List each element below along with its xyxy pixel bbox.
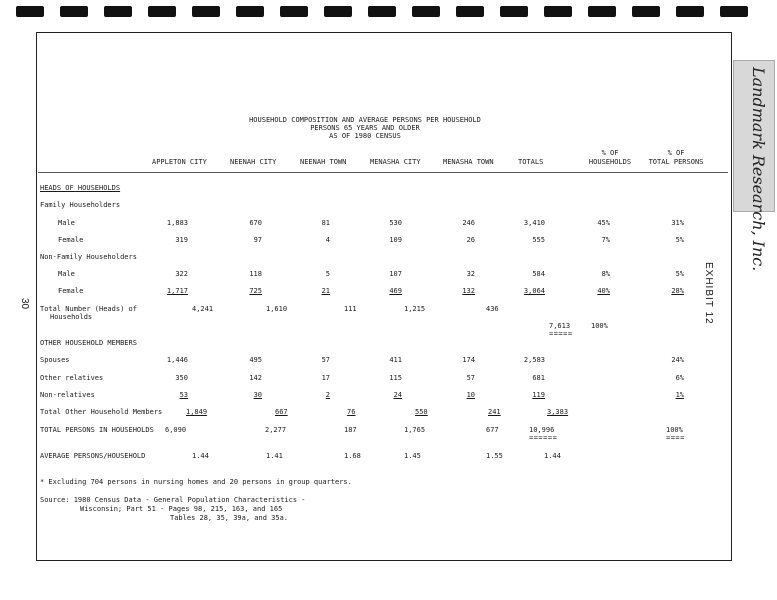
total-other-totals: 3,383 xyxy=(547,408,569,416)
total-persons-totals: 10,996 xyxy=(529,426,555,434)
total-heads-label-line2: Households xyxy=(50,313,93,321)
total-persons-label: TOTAL PERSONS IN HOUSEHOLDS xyxy=(40,426,154,434)
hh-row-cell: 40% xyxy=(597,287,610,295)
total-heads-total: 7,613 xyxy=(549,322,571,330)
other-row-label: Other relatives xyxy=(40,374,104,382)
hh-row-cell: 45% xyxy=(597,219,610,227)
hh-row-label: Male xyxy=(58,219,75,227)
hh-row-label: Female xyxy=(58,287,84,295)
punch-hole xyxy=(104,6,132,17)
other-row-cell: 2,583 xyxy=(523,356,545,364)
col-menasha-city: MENASHA CITY xyxy=(370,158,421,166)
average-menasha-city: 1.45 xyxy=(404,452,421,460)
total-heads-neenah-city: 1,610 xyxy=(266,305,288,313)
col-totals: TOTALS xyxy=(518,158,544,166)
average-appleton: 1.44 xyxy=(192,452,209,460)
hh-row-label: Male xyxy=(58,270,75,278)
page-number: 30 xyxy=(19,298,30,310)
section-family-householders: Family Householders xyxy=(40,201,121,209)
punch-hole xyxy=(60,6,88,17)
other-row-cell: 6% xyxy=(675,374,684,382)
total-other-neenah-town: 76 xyxy=(347,408,356,416)
table-subtitle-date: AS OF 1980 CENSUS xyxy=(329,132,401,140)
hh-row-cell: 31% xyxy=(671,219,684,227)
logo-text: Landmark Research, Inc. xyxy=(749,67,768,272)
average-neenah-city: 1.41 xyxy=(266,452,283,460)
punch-hole xyxy=(676,6,704,17)
table-subtitle: PERSONS 65 YEARS AND OLDER xyxy=(310,124,420,132)
total-persons-menasha-city: 1,765 xyxy=(404,426,426,434)
hh-row-cell: 555 xyxy=(532,236,545,244)
punch-hole xyxy=(500,6,528,17)
other-row-cell: 2 xyxy=(325,391,330,399)
punch-hole xyxy=(280,6,308,17)
average-totals: 1.44 xyxy=(544,452,561,460)
total-persons-neenah-town: 187 xyxy=(344,426,357,434)
punch-hole xyxy=(588,6,616,17)
punch-hole xyxy=(632,6,660,17)
header-rule xyxy=(38,172,728,173)
average-neenah-town: 1.68 xyxy=(344,452,361,460)
other-row-cell: 495 xyxy=(249,356,262,364)
other-row-cell: 1,446 xyxy=(166,356,188,364)
hh-row-cell: 725 xyxy=(249,287,262,295)
col-pct-households-line1: % OF xyxy=(601,149,619,157)
hh-row-cell: 109 xyxy=(389,236,402,244)
hh-row-cell: 5% xyxy=(675,270,684,278)
hh-row-cell: 28% xyxy=(671,287,684,295)
hh-row-cell: 132 xyxy=(462,287,475,295)
total-heads-appleton: 4,241 xyxy=(192,305,214,313)
other-row-cell: 30 xyxy=(253,391,262,399)
punch-hole xyxy=(368,6,396,17)
other-row-cell: 57 xyxy=(321,356,330,364)
hh-row-label: Female xyxy=(58,236,84,244)
total-heads-menasha-city: 1,215 xyxy=(404,305,426,313)
average-menasha-town: 1.55 xyxy=(486,452,503,460)
hh-row-cell: 319 xyxy=(175,236,188,244)
hh-row-cell: 118 xyxy=(249,270,262,278)
col-neenah-city: NEENAH CITY xyxy=(230,158,277,166)
hh-row-cell: 8% xyxy=(601,270,610,278)
total-persons-neenah-city: 2,277 xyxy=(265,426,287,434)
hh-row-cell: 5% xyxy=(675,236,684,244)
punch-hole xyxy=(148,6,176,17)
other-row-cell: 24 xyxy=(393,391,402,399)
punch-hole xyxy=(192,6,220,17)
col-menasha-town: MENASHA TOWN xyxy=(443,158,494,166)
hh-row-cell: 97 xyxy=(253,236,262,244)
section-heads-of-households: HEADS OF HOUSEHOLDS xyxy=(40,184,121,192)
other-row-cell: 350 xyxy=(175,374,188,382)
col-neenah-town: NEENAH TOWN xyxy=(300,158,347,166)
hh-row-cell: 530 xyxy=(389,219,402,227)
other-row-cell: 53 xyxy=(179,391,188,399)
hh-row-cell: 21 xyxy=(321,287,330,295)
hh-row-cell: 670 xyxy=(249,219,262,227)
exhibit-label: EXHIBIT 12 xyxy=(703,262,714,325)
col-appleton-city: APPLETON CITY xyxy=(152,158,207,166)
total-heads-menasha-town: 436 xyxy=(486,305,499,313)
hh-row-cell: 1,883 xyxy=(166,219,188,227)
col-pct-persons-line1: % OF xyxy=(667,149,685,157)
total-heads-neenah-town: 111 xyxy=(344,305,357,313)
total-other-label: Total Other Household Members xyxy=(40,408,163,416)
other-row-label: Spouses xyxy=(40,356,70,364)
total-persons-double-rule: ====== xyxy=(529,434,558,442)
footnote: * Excluding 704 persons in nursing homes and 20 persons in group quarters. xyxy=(40,478,352,486)
other-row-cell: 17 xyxy=(321,374,330,382)
section-other-members: OTHER HOUSEHOLD MEMBERS xyxy=(40,339,137,347)
total-heads-double-rule: ===== xyxy=(549,330,573,338)
hh-row-cell: 7% xyxy=(601,236,610,244)
average-label: AVERAGE PERSONS/HOUSEHOLD xyxy=(40,452,146,460)
total-other-appleton: 1,849 xyxy=(186,408,208,416)
punch-hole xyxy=(16,6,44,17)
source-line3: Tables 28, 35, 39a, and 35a. xyxy=(170,514,289,522)
other-row-cell: 24% xyxy=(671,356,684,364)
punch-hole xyxy=(544,6,572,17)
hh-row-cell: 3,410 xyxy=(523,219,545,227)
section-nonfamily-householders: Non-Family Householders xyxy=(40,253,137,261)
total-persons-pct: 100% xyxy=(666,426,683,434)
total-other-menasha-town: 241 xyxy=(488,408,501,416)
company-logo xyxy=(733,60,775,272)
hh-row-cell: 246 xyxy=(462,219,475,227)
total-persons-menasha-town: 677 xyxy=(486,426,499,434)
hh-row-cell: 5 xyxy=(325,270,330,278)
punch-hole xyxy=(236,6,264,17)
other-row-cell: 411 xyxy=(389,356,402,364)
punch-hole xyxy=(412,6,440,17)
total-persons-pct-double-rule: ==== xyxy=(666,434,685,442)
hh-row-cell: 469 xyxy=(389,287,402,295)
total-heads-pct: 100% xyxy=(591,322,608,330)
total-heads-label-line1: Total Number (Heads) of xyxy=(40,305,137,313)
other-row-cell: 119 xyxy=(532,391,545,399)
hh-row-cell: 32 xyxy=(466,270,475,278)
source-line1: Source: 1980 Census Data - General Population Characteristics - xyxy=(40,496,306,504)
hh-row-cell: 322 xyxy=(175,270,188,278)
hh-row-cell: 26 xyxy=(466,236,475,244)
punch-hole xyxy=(456,6,484,17)
punch-hole xyxy=(324,6,352,17)
total-other-neenah-city: 667 xyxy=(275,408,288,416)
hh-row-cell: 1,717 xyxy=(166,287,188,295)
other-row-cell: 142 xyxy=(249,374,262,382)
hh-row-cell: 3,064 xyxy=(523,287,545,295)
hh-row-cell: 4 xyxy=(325,236,330,244)
col-pct-persons xyxy=(646,149,706,166)
other-row-cell: 57 xyxy=(466,374,475,382)
col-pct-households-line2: HOUSEHOLDS xyxy=(588,158,632,166)
total-other-menasha-city: 550 xyxy=(415,408,428,416)
source-line2: Wisconsin; Part 51 - Pages 98, 215, 163, and 165 xyxy=(80,505,283,513)
other-row-cell: 1% xyxy=(675,391,684,399)
table-title: HOUSEHOLD COMPOSITION AND AVERAGE PERSONS PER HOUSEHOLD xyxy=(249,116,481,124)
hh-row-cell: 81 xyxy=(321,219,330,227)
hh-row-cell: 107 xyxy=(389,270,402,278)
hh-row-cell: 584 xyxy=(532,270,545,278)
other-row-cell: 115 xyxy=(389,374,402,382)
other-row-cell: 174 xyxy=(462,356,475,364)
other-row-cell: 681 xyxy=(532,374,545,382)
total-persons-appleton: 6,090 xyxy=(165,426,187,434)
col-pct-households xyxy=(585,149,635,166)
other-row-cell: 10 xyxy=(466,391,475,399)
col-pct-persons-line2: TOTAL PERSONS xyxy=(648,158,704,166)
other-row-label: Non-relatives xyxy=(40,391,95,399)
punch-hole xyxy=(720,6,748,17)
total-heads-label xyxy=(40,305,137,321)
